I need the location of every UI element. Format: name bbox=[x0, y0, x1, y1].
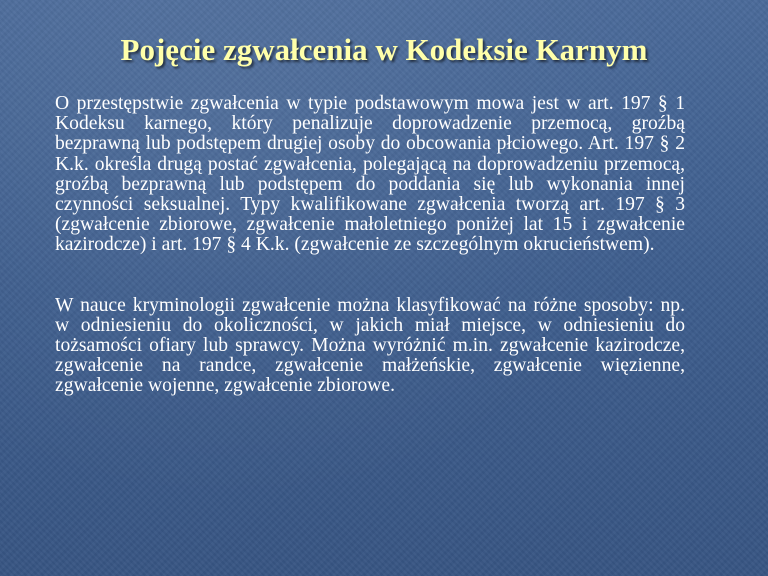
slide-body bbox=[55, 94, 685, 397]
paragraph-criminology-classification: W nauce kryminologii zgwałcenie można klasyfikować na różne sposoby: np. w odniesieniu do okoliczności, w jakich miał miejsce, w odniesieniu do tożsamości ofiary lub sprawcy. Można wyróżnić m.in. zgwałcenie kazirodcze, zgwałcenie na randce, zgwałcenie małżeńskie, zgwałcenie więzienne, zgwałcenie wojenne, zgwałcenie zbiorowe. bbox=[55, 294, 685, 397]
slide-title: Pojęcie zgwałcenia w Kodeksie Karnym bbox=[120, 32, 648, 67]
paragraph-legal-definition: O przestępstwie zgwałcenia w typie podstawowym mowa jest w art. 197 § 1 Kodeksu karnego, który penalizuje doprowadzenie przemocą, groźbą bezprawną lub podstępem drugiej osoby do obcowania płciowego. Art. 197 § 2 K.k. określa drugą postać zgwałcenia, polegającą na doprowadzeniu przemocą, groźbą bezprawną lub podstępem do poddania się lub wykonania innej czynności seksualnej. Typy kwalifikowane zgwałcenia tworzą art. 197 § 3 (zgwałcenie zbiorowe, zgwałcenie małoletniego poniżej lat 15 i zgwałcenie kazirodcze) i art. 197 § 4 K.k. (zgwałcenie ze szczególnym okrucieństwem). bbox=[55, 93, 685, 256]
